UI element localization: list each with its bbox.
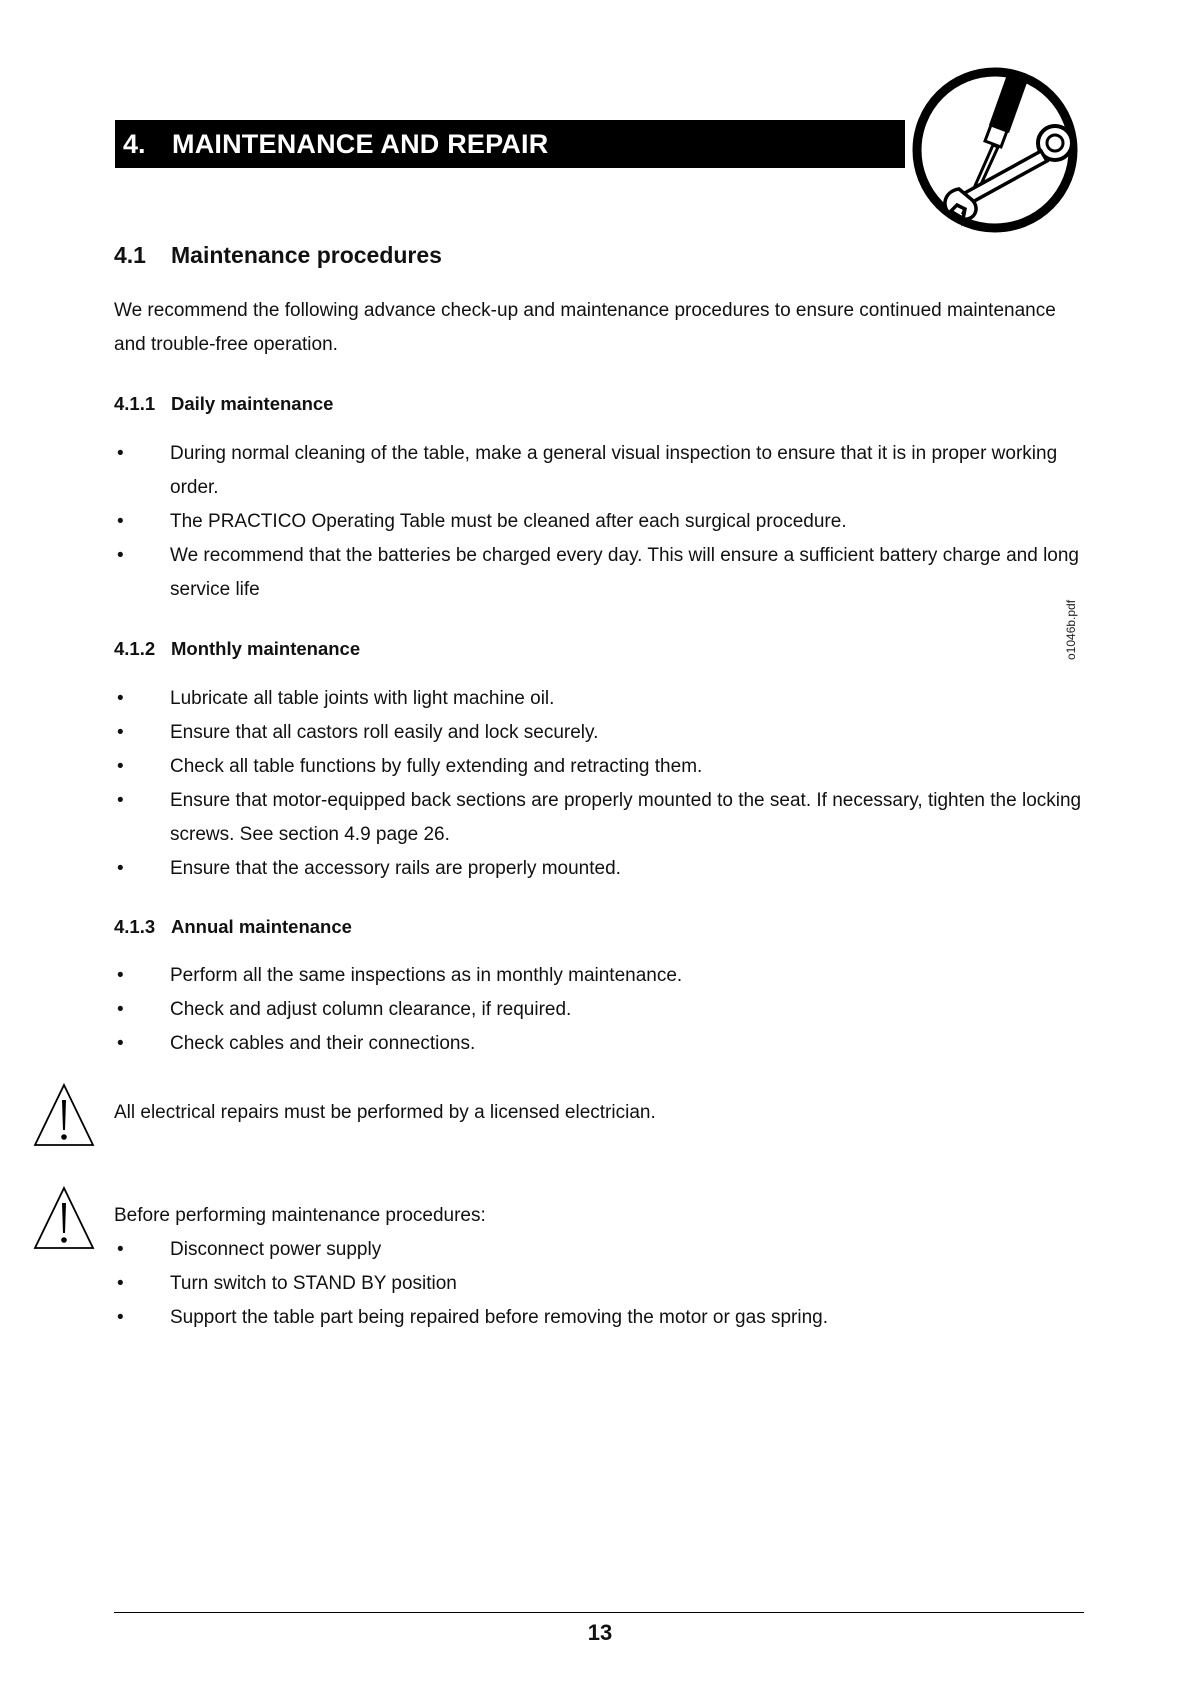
list-item-text: Disconnect power supply: [170, 1239, 382, 1260]
bullet: •: [117, 545, 124, 566]
list-item-text: Ensure that motor-equipped back sections are properly mounted to the seat. If necessary, tighten the locking screws. See section 4.9 page 26.: [170, 790, 1082, 845]
chapter-title: MAINTENANCE AND REPAIR: [172, 129, 549, 159]
list-item: [114, 716, 1084, 750]
daily-heading: [114, 393, 333, 415]
warning-procedures-intro: Before performing maintenance procedures:: [114, 1205, 486, 1226]
list-item: [114, 852, 1084, 886]
bullet: •: [117, 858, 124, 879]
annual-title: Annual maintenance: [171, 916, 352, 937]
list-item: [114, 437, 1084, 505]
list-item-text: Perform all the same inspections as in monthly maintenance.: [170, 965, 683, 986]
list-item: [114, 682, 1084, 716]
section-heading: [114, 242, 442, 269]
list-item: [114, 959, 1084, 993]
monthly-heading: [114, 638, 360, 660]
monthly-list: [114, 682, 1084, 886]
list-item: [114, 750, 1084, 784]
warning-procedures-list: [114, 1233, 1084, 1335]
list-item-text: Support the table part being repaired before removing the motor or gas spring.: [170, 1307, 828, 1328]
section-number: 4.1: [114, 242, 146, 268]
page-number: 13: [587, 1620, 613, 1645]
bullet: •: [117, 999, 124, 1020]
list-item-text: Lubricate all table joints with light machine oil.: [170, 688, 555, 709]
daily-list: [114, 437, 1084, 607]
list-item-text: Check and adjust column clearance, if required.: [170, 999, 572, 1020]
annual-number: 4.1.3: [114, 916, 156, 937]
warning-triangle-icon: [33, 1082, 95, 1148]
annual-heading: [114, 916, 352, 938]
bullet: •: [117, 511, 124, 532]
monthly-title: Monthly maintenance: [171, 638, 361, 659]
bullet: •: [117, 722, 124, 743]
bullet: •: [117, 1307, 124, 1328]
list-item-text: Turn switch to STAND BY position: [170, 1273, 457, 1294]
list-item-text: Check all table functions by fully extending and retracting them.: [170, 756, 703, 777]
annual-list: [114, 959, 1084, 1061]
bullet: •: [117, 688, 124, 709]
list-item: [114, 505, 1084, 539]
bullet: •: [117, 1239, 124, 1260]
list-item: [114, 1301, 1084, 1335]
bullet: •: [117, 965, 124, 986]
list-item: [114, 1267, 1084, 1301]
bullet: •: [117, 1273, 124, 1294]
list-item-text: We recommend that the batteries be charged every day. This will ensure a sufficient battery charge and long service life: [170, 545, 1079, 600]
warning-triangle-icon: [33, 1185, 95, 1251]
list-item-text: The PRACTICO Operating Table must be cleaned after each surgical procedure.: [170, 511, 847, 532]
daily-number: 4.1.1: [114, 393, 156, 414]
bullet: •: [117, 1033, 124, 1054]
list-item-text: During normal cleaning of the table, make a general visual inspection to ensure that it is in proper working order.: [170, 443, 1058, 498]
footer-divider: [114, 1612, 1084, 1613]
daily-title: Daily maintenance: [171, 393, 334, 414]
tools-icon: [905, 55, 1090, 235]
chapter-header: [115, 120, 905, 168]
warning-electrical-text: All electrical repairs must be performed by a licensed electrician.: [114, 1102, 656, 1123]
list-item: [114, 1027, 1084, 1061]
bullet: •: [117, 443, 124, 464]
section-title: Maintenance procedures: [171, 242, 442, 268]
monthly-number: 4.1.2: [114, 638, 156, 659]
chapter-number: 4.: [123, 129, 146, 159]
list-item-text: Ensure that the accessory rails are properly mounted.: [170, 858, 621, 879]
list-item: [114, 784, 1084, 852]
list-item-text: Check cables and their connections.: [170, 1033, 476, 1054]
document-code: o1046b.pdf: [1064, 599, 1078, 660]
bullet: •: [117, 790, 124, 811]
list-item: [114, 539, 1084, 607]
intro-paragraph: We recommend the following advance check-up and maintenance procedures to ensure continued maintenance and trouble-free operation.: [114, 300, 1056, 355]
list-item: [114, 1233, 1084, 1267]
bullet: •: [117, 756, 124, 777]
list-item: [114, 993, 1084, 1027]
list-item-text: Ensure that all castors roll easily and lock securely.: [170, 722, 599, 743]
